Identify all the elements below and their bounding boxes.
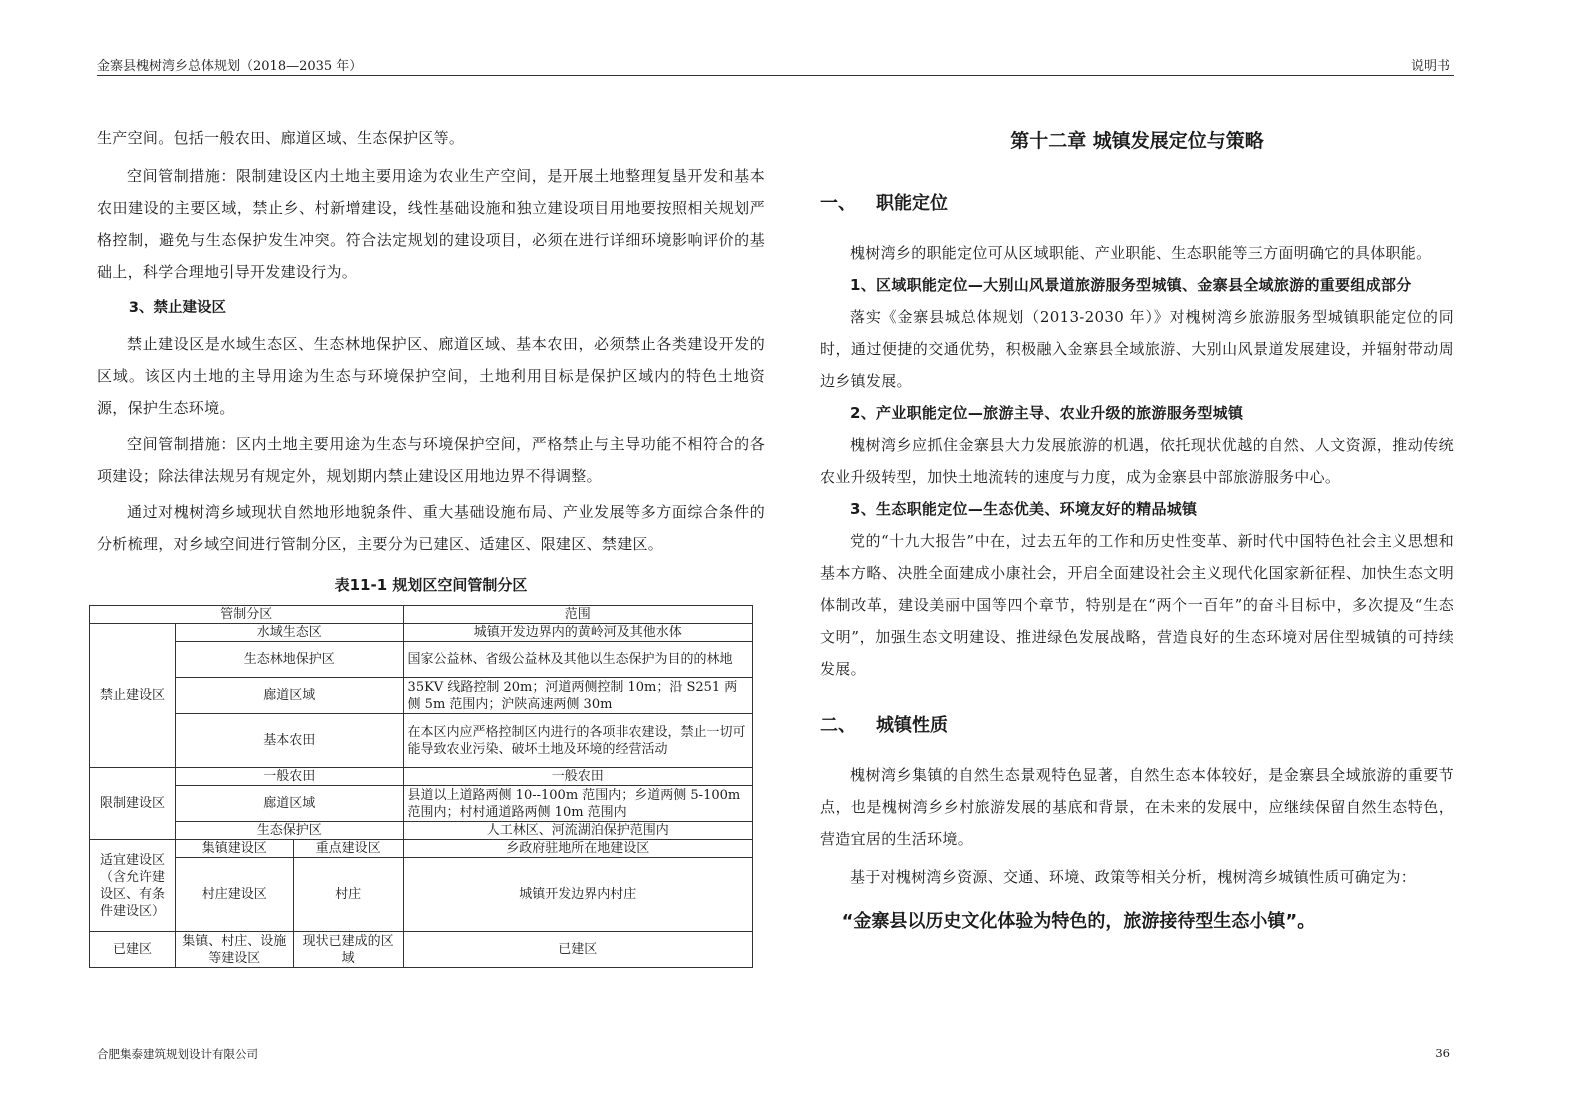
subzone-scope: 在本区内应严格控制区内进行的各项非农建设，禁止一切可能导致农业污染、破坏土地及环境的经营活动: [403, 714, 752, 768]
paragraph: 槐树湾乡的职能定位可从区域职能、产业职能、生态职能等三方面明确它的具体职能。: [850, 244, 1432, 262]
section-heading: [820, 189, 1454, 215]
table-row: [90, 786, 753, 822]
table-row: [90, 678, 753, 714]
footer-company: 合肥集泰建筑规划设计有限公司: [97, 1047, 258, 1061]
paragraph: 党的“十九大报告”中在，过去五年的工作和历史性变革、新时代中国特色社会主义思想和基本方略、决胜全面建成小康社会，开启全面建设社会主义现代化国家新征程、加快生态文明体制改革，建设美丽中国等四个章节，特别是在“两个一百年”的奋斗目标中，多次提及“生态文明”，加强生态文明建设、推进绿色发展战略，营造良好的生态环境对居住型城镇的可持续发展。: [820, 532, 1454, 678]
header-title: 金寨县槐树湾乡总体规划（2018—2035 年）: [97, 59, 363, 74]
paragraph: 槐树湾乡应抓住金寨县大力发展旅游的机遇，依托现状优越的自然、人文资源，推动传统农业升级转型，加快土地流转的速度与力度，成为金寨县中部旅游服务中心。: [820, 436, 1454, 486]
table-row: [90, 642, 753, 678]
page-header: [97, 53, 1454, 76]
paragraph: 落实《金寨县城总体规划（2013-2030 年）》对槐树湾乡旅游服务型城镇职能定位的同时，通过便捷的交通优势，积极融入金寨县全域旅游、大别山风景道发展建设，并辐射带动周边乡镇发展。: [820, 308, 1454, 390]
paragraph: 基于对槐树湾乡资源、交通、环境、政策等相关分析，槐树湾乡城镇性质可确定为：: [850, 868, 1417, 886]
subheading: 1、区域职能定位—大别山风景道旅游服务型城镇、金寨县全域旅游的重要组成部分: [850, 276, 1412, 294]
town-nature-slogan: “金寨县以历史文化体验为特色的，旅游接待型生态小镇”。: [841, 911, 1316, 932]
section-title: 职能定位: [876, 193, 948, 214]
right-column: [820, 122, 1454, 933]
page-number: 36: [1435, 1046, 1450, 1060]
paragraph: 生产空间。包括一般农田、廊道区域、生态保护区等。: [97, 129, 465, 147]
subzone-scope: 35KV 线路控制 20m；河道两侧控制 10m；沿 S251 两侧 5m 范围内；沪陕高速两侧 30m: [403, 678, 752, 714]
subzone-scope: 已建区: [403, 932, 752, 968]
subzone-name: 一般农田: [175, 768, 403, 786]
paragraph: 空间管制措施：限制建设区内土地主要用途为农业生产空间，是开展土地整理复垦开发和基本农田建设的主要区域，禁止乡、村新增建设，线性基础设施和独立建设项目用地要按照相关规划严格控制，避免与生态保护发生冲突。符合法定规划的建设项目，必须在进行详细环境影响评价的基础上，科学合理地引导开发建设行为。: [97, 167, 765, 281]
section-title: 城镇性质: [876, 715, 948, 736]
zone-forbid: 禁止建设区: [90, 624, 176, 768]
table-header-scope: 范围: [403, 606, 752, 624]
subzone-type: 现状已建成的区域: [293, 932, 403, 968]
subzone-name: 集镇建设区: [175, 840, 293, 858]
subzone-scope: 城镇开发边界内村庄: [403, 858, 752, 932]
table-row: [90, 714, 753, 768]
section-heading: [820, 711, 1454, 737]
subzone-type: 重点建设区: [293, 840, 403, 858]
subzone-name: 水域生态区: [175, 624, 403, 642]
subzone-scope: 一般农田: [403, 768, 752, 786]
subzone-scope: 城镇开发边界内的黄岭河及其他水体: [403, 624, 752, 642]
subzone-name: 生态林地保护区: [175, 642, 403, 678]
subzone-type: 村庄: [293, 858, 403, 932]
subzone-scope: 人工林区、河流湖泊保护范围内: [403, 822, 752, 840]
subheading: 3、生态职能定位—生态优美、环境友好的精品城镇: [850, 500, 1198, 518]
paragraph: 禁止建设区是水域生态区、生态林地保护区、廊道区域、基本农田，必须禁止各类建设开发的区域。该区内土地的主导用途为生态与环境保护空间，土地利用目标是保护区域内的特色土地资源，保护生态环境。: [97, 335, 765, 417]
table-row: [90, 932, 753, 968]
paragraph: 通过对槐树湾乡域现状自然地形地貌条件、重大基础设施布局、产业发展等多方面综合条件的分析梳理，对乡域空间进行管制分区，主要分为已建区、适建区、限建区、禁建区。: [97, 503, 765, 553]
section-number: 二、: [820, 715, 856, 736]
paragraph: 槐树湾乡集镇的自然生态景观特色显著，自然生态本体较好，是金寨县全域旅游的重要节点，也是槐树湾乡乡村旅游发展的基底和背景，在未来的发展中，应继续保留自然生态特色，营造宜居的生活环境。: [820, 766, 1454, 848]
header-doc-type: 说明书: [1410, 59, 1450, 74]
table-row: [90, 624, 753, 642]
table-caption: 表11-1 规划区空间管制分区: [334, 576, 528, 594]
subzone-name: 基本农田: [175, 714, 403, 768]
subzone-name: 集镇、村庄、设施等建设区: [175, 932, 293, 968]
paragraph: 空间管制措施：区内土地主要用途为生态与环境保护空间，严格禁止与主导功能不相符合的各项建设；除法律法规另有规定外，规划期内禁止建设区用地边界不得调整。: [97, 435, 765, 485]
zoning-table: [89, 605, 753, 968]
subzone-scope: 县道以上道路两侧 10--100m 范围内；乡道两侧 5-100m 范围内；村村通道路两侧 10m 范围内: [403, 786, 752, 822]
section-number: 一、: [820, 193, 856, 214]
table-row: [90, 768, 753, 786]
subzone-name: 村庄建设区: [175, 858, 293, 932]
subzone-name: 廊道区域: [175, 678, 403, 714]
subzone-scope: 国家公益林、省级公益林及其他以生态保护为目的的林地: [403, 642, 752, 678]
table-row: [90, 822, 753, 840]
subzone-name: 生态保护区: [175, 822, 403, 840]
zone-suitable: 适宜建设区（含允许建设区、有条件建设区）: [90, 840, 176, 932]
table-row: [90, 858, 753, 932]
left-column: [97, 122, 765, 968]
table-header-row: [90, 606, 753, 624]
zone-built: 已建区: [90, 932, 176, 968]
subzone-name: 廊道区域: [175, 786, 403, 822]
chapter-title: 第十二章 城镇发展定位与策略: [1010, 130, 1264, 152]
subzone-scope: 乡政府驻地所在地建设区: [403, 840, 752, 858]
zone-limit: 限制建设区: [90, 768, 176, 840]
page-footer: [97, 1046, 1454, 1062]
subheading: 3、禁止建设区: [128, 300, 226, 316]
table-header-zone: 管制分区: [90, 606, 404, 624]
table-row: [90, 840, 753, 858]
subheading: 2、产业职能定位—旅游主导、农业升级的旅游服务型城镇: [850, 404, 1244, 422]
